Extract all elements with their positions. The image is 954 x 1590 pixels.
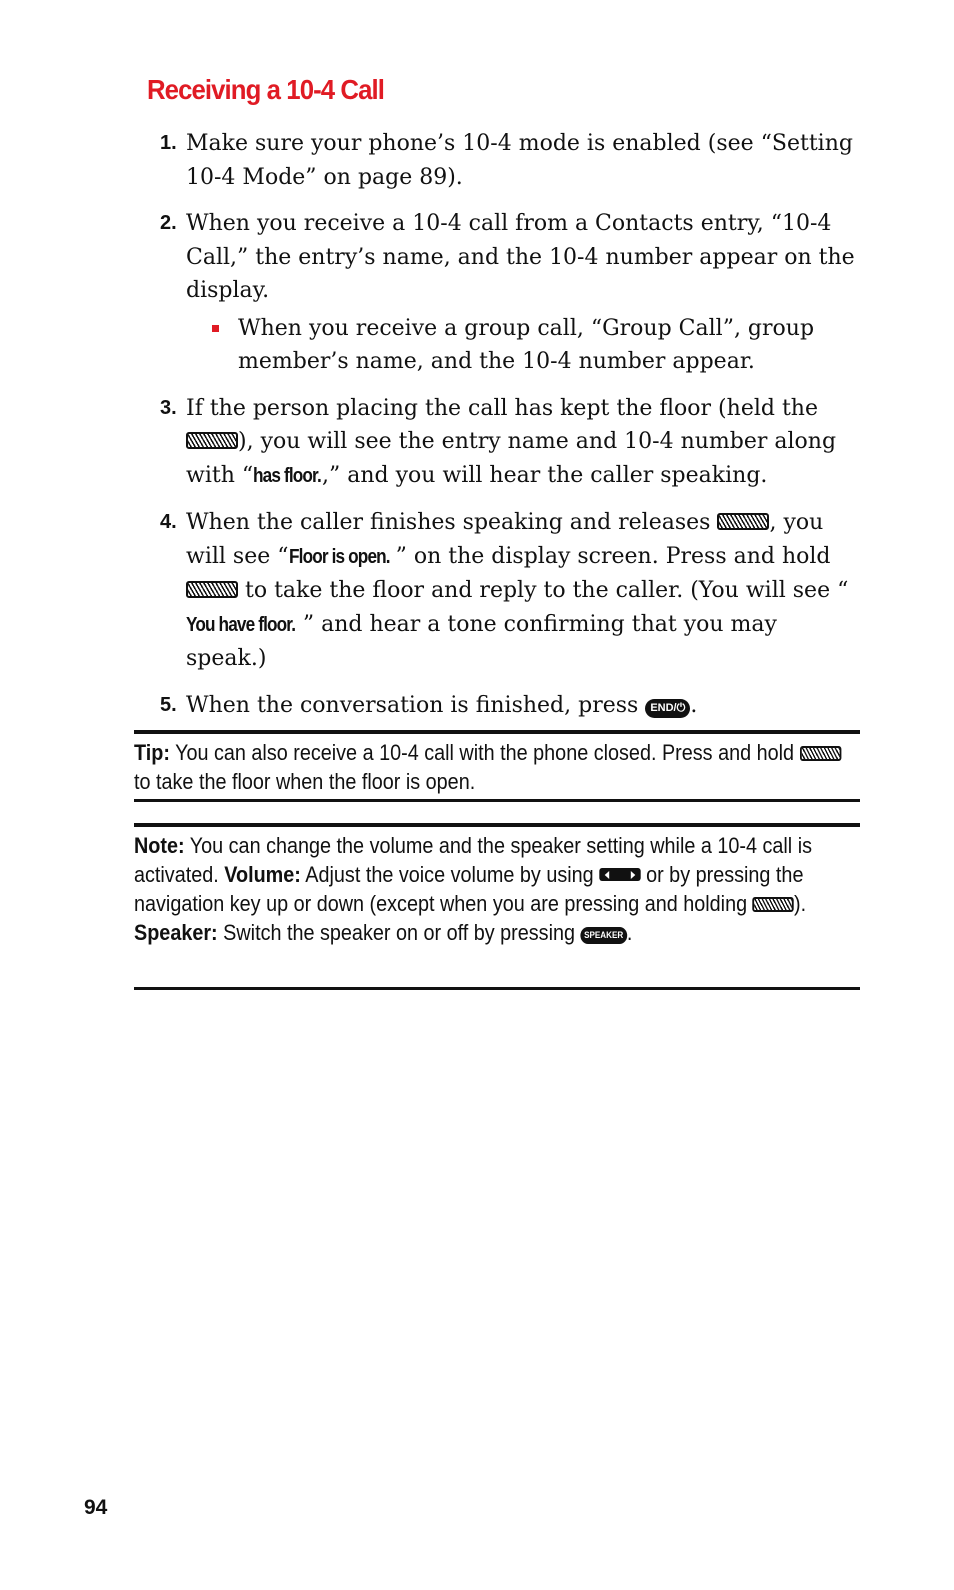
step-number: 4. (160, 511, 177, 533)
step-text: , you will see “ (186, 510, 824, 569)
tip-text: You can also receive a 10-4 call with the phone closed. Press and hold (169, 740, 800, 765)
step-text: When the conversation is finished, press (186, 692, 646, 718)
ptt-key-icon (186, 581, 238, 598)
bullet-square-icon (212, 325, 219, 332)
step-3 (160, 392, 860, 494)
ptt-key-icon (717, 513, 769, 530)
steps-list (160, 127, 860, 735)
note-text: You can change the volume and the speaker setting while a 10-4 call is activated. (134, 833, 813, 887)
step-text: If the person placing the call has kept the floor (held the (186, 395, 818, 421)
step-2 (160, 207, 860, 379)
step-text: When the caller finishes speaking and releases (186, 510, 718, 535)
note-text: or by pressing the navigation key up or down (except when you are pressing and holding (134, 862, 804, 916)
step-text: . (690, 692, 698, 718)
step-number: 5. (160, 693, 177, 716)
step-1 (160, 127, 860, 194)
note-text: Switch the speaker on or off by pressing (217, 920, 581, 945)
ptt-key-icon (753, 897, 794, 912)
tip-text: to take the floor when the floor is open. (134, 769, 476, 794)
tip-label: Tip: (134, 740, 170, 765)
note-text: . (626, 920, 633, 945)
step-number: 2. (160, 212, 177, 234)
step-text: When you receive a 10-4 call from a Contacts entry, “10-4 Call,” the entry’s name, and the 10-4 number appear on the display. (186, 211, 855, 303)
step-5 (160, 689, 860, 723)
ptt-key-icon (800, 746, 841, 761)
volume-key-icon (599, 868, 640, 881)
step-number: 1. (160, 132, 177, 154)
step-text: ” and hear a tone confirming that you may speak.) (186, 611, 777, 671)
note-text: Adjust the voice volume by using (300, 862, 600, 887)
page-number: 94 (84, 1496, 108, 1519)
step-text: ,” and you will hear the caller speaking. (322, 462, 768, 488)
note-text: ). (793, 891, 807, 916)
step-4 (160, 506, 860, 676)
section-title: Receiving a 10-4 Call (147, 74, 384, 105)
note-label: Note: (134, 833, 185, 858)
bullet-text: When you receive a group call, “Group Call”, group member’s name, and the 10-4 number appear. (238, 315, 815, 374)
step-text: ), you will see the entry name and 10-4 number along with “ (186, 429, 837, 488)
speaker-key-icon: SPEAKER (580, 927, 626, 944)
step-text: ” on the display screen. Press and hold (395, 543, 831, 569)
ptt-key-icon (186, 432, 238, 449)
speaker-label: Speaker: (134, 920, 218, 945)
step-number: 3. (160, 396, 177, 419)
display-text-you-have-floor: You have floor. (186, 613, 296, 636)
step-text: Make sure your phone’s 10-4 mode is enabled (see “Setting 10-4 Mode” on page 89). (186, 131, 853, 190)
display-text-floor-open: Floor is open. (288, 545, 390, 568)
display-text-has-floor: has floor. (253, 464, 321, 487)
step-text: to take the floor and reply to the caller. (You will see “ (238, 578, 849, 603)
step-2-bullet (186, 312, 860, 379)
end-key-icon: END/⏻ (645, 699, 690, 718)
note-box (134, 823, 860, 990)
tip-box (134, 730, 860, 802)
volume-label: Volume: (224, 862, 301, 887)
